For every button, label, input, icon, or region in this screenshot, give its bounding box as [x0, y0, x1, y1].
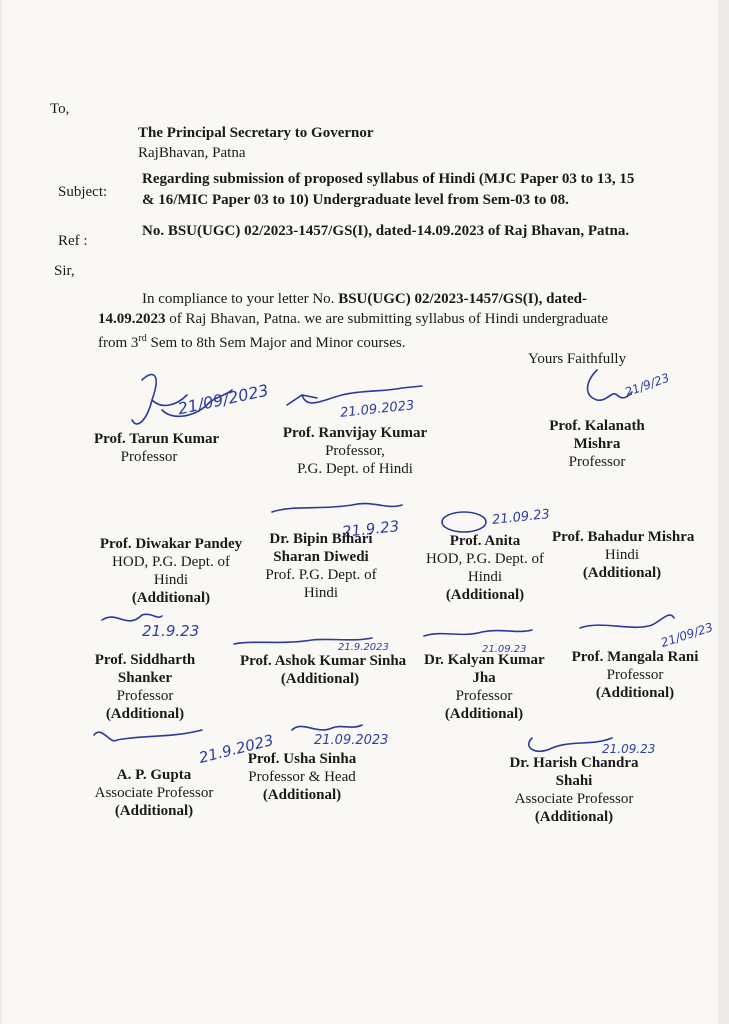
handwritten-signatures	[2, 0, 718, 1024]
signature-anita	[442, 512, 486, 532]
signatory-name: Prof. Usha Sinha	[247, 751, 357, 767]
signatory-name: Prof. Mangala Rani	[571, 649, 699, 665]
to-label: To,	[50, 101, 70, 117]
signatory-name: Prof. Bahadur Mishra	[552, 529, 695, 545]
signatory-name: Prof. Siddharth	[94, 652, 196, 668]
signatory-title: HOD, P.G. Dept. of	[112, 554, 230, 570]
signatory-additional: (Additional)	[114, 803, 194, 819]
ref-label: Ref :	[58, 233, 88, 249]
handwritten-date-tarun: 21/09/2023	[176, 380, 271, 419]
signatory-name-2: Shahi	[555, 773, 593, 789]
signature-siddharth	[102, 614, 162, 620]
handwritten-date-anita: 21.09.23	[491, 507, 551, 528]
body-line-1-ref: BSU(UGC) 02/2023-1457/GS(I), dated-	[338, 291, 587, 307]
body-line-3-b: Sem to 8th Sem Major and Minor courses.	[146, 335, 406, 351]
subject-line-2: & 16/MIC Paper 03 to 10) Undergraduate level from Sem-03 to 08.	[142, 192, 569, 208]
signatory-name-2: Shanker	[117, 670, 173, 686]
signatory-name-2: Jha	[472, 670, 496, 686]
signatory-dept: Hindi	[153, 572, 189, 588]
signatory-kalyan	[424, 651, 544, 723]
handwritten-date-harish: 21.09.23	[602, 742, 656, 756]
signatory-title: Professor	[116, 688, 174, 704]
signature-bipin	[272, 504, 402, 512]
handwritten-date-mangala: 21/09/23	[659, 620, 715, 650]
handwritten-date-usha: 21.09.2023	[314, 733, 389, 748]
signatory-mangala	[570, 648, 700, 702]
body-line-1-text: In compliance to your letter No.	[142, 291, 339, 307]
signatory-title: Prof. P.G. Dept. of	[265, 567, 377, 583]
signatory-dept: Hindi	[303, 585, 339, 601]
signatory-additional: (Additional)	[131, 590, 211, 606]
signatory-name-2: Sharan Diwedi	[273, 549, 369, 565]
signature-mangala	[580, 615, 674, 628]
signatory-title: Professor	[455, 688, 513, 704]
signatory-name: Prof. Ashok Kumar Sinha	[240, 653, 407, 669]
signatory-apgupta	[94, 766, 214, 820]
closing: Yours Faithfully	[528, 351, 627, 367]
signatory-title: Professor	[568, 454, 626, 470]
signatory-additional: (Additional)	[534, 809, 614, 825]
signatory-name: Prof. Ranvijay Kumar	[282, 425, 428, 441]
subject-label: Subject:	[58, 184, 108, 200]
signatory-name: Prof. Anita	[449, 533, 521, 549]
signatory-name-2: Mishra	[573, 436, 621, 452]
signatory-name: Dr. Bipin Bihari	[269, 531, 373, 547]
signatory-additional: (Additional)	[262, 787, 342, 803]
ref-text: No. BSU(UGC) 02/2023-1457/GS(I), dated-14.09.2023 of Raj Bhavan, Patna.	[142, 223, 630, 239]
sir-label: Sir,	[54, 263, 75, 279]
signatory-name: Dr. Kalyan Kumar	[424, 652, 545, 668]
signatory-tarun	[94, 430, 220, 466]
signatory-diwakar	[96, 535, 246, 607]
signatory-bahadur	[552, 528, 695, 582]
signatory-usha	[242, 750, 362, 804]
signatory-title: Professor & Head	[248, 769, 356, 785]
signatory-name: A. P. Gupta	[116, 767, 192, 783]
signatory-additional: (Additional)	[444, 706, 524, 722]
signatory-additional: (Additional)	[595, 685, 675, 701]
signatory-anita	[420, 532, 550, 604]
signatory-title: Associate Professor	[514, 791, 634, 807]
signatory-title: Professor	[606, 667, 664, 683]
handwritten-date-kalanath: 21/9/23	[623, 370, 672, 400]
signatory-kalanath	[542, 417, 652, 471]
handwritten-date-siddharth: 21.9.23	[142, 622, 200, 640]
body-line-2-text: of Raj Bhavan, Patna. we are submitting syllabus of Hindi undergraduate	[165, 311, 609, 327]
recipient-line-2: RajBhavan, Patna	[138, 145, 246, 161]
signatory-ranvijay	[280, 424, 430, 478]
signatory-siddharth	[90, 651, 200, 723]
signatory-title: Hindi	[604, 547, 640, 563]
signatory-harish	[506, 754, 642, 826]
signature-kalyan	[424, 630, 532, 636]
signatory-dept: P.G. Dept. of Hindi	[297, 461, 413, 477]
signatory-name: Prof. Diwakar Pandey	[99, 536, 243, 552]
signatory-additional: (Additional)	[445, 587, 525, 603]
signatory-additional: (Additional)	[105, 706, 185, 722]
signature-harish	[529, 738, 612, 751]
signatory-additional: (Additional)	[280, 671, 360, 687]
body-line-3-sup: rd	[138, 333, 147, 344]
signatory-ashok	[240, 652, 407, 688]
handwritten-date-bipin: 21.9.23	[341, 517, 401, 541]
handwritten-date-ashok: 21.9.2023	[338, 642, 389, 653]
signatory-title: Professor,	[325, 443, 385, 459]
subject-line-1: Regarding submission of proposed syllabus of Hindi (MJC Paper 03 to 13, 15	[142, 171, 635, 187]
body-line-3-a: from 3	[98, 335, 139, 351]
signatory-title: HOD, P.G. Dept. of	[426, 551, 544, 567]
recipient-line-1: The Principal Secretary to Governor	[138, 125, 374, 141]
signatory-bipin	[256, 530, 386, 602]
handwritten-date-apgupta: 21.9.2023	[196, 731, 276, 767]
signature-usha	[292, 725, 362, 730]
signatory-name: Prof. Tarun Kumar	[94, 431, 220, 447]
signatory-title: Associate Professor	[94, 785, 214, 801]
handwritten-date-kalyan: 21.09.23	[482, 644, 527, 655]
signatory-name: Prof. Kalanath	[549, 418, 645, 434]
signature-apgupta	[94, 730, 202, 741]
document-page	[2, 0, 718, 1024]
signatory-dept: Hindi	[467, 569, 503, 585]
signatory-title: Professor	[120, 449, 178, 465]
signatory-additional: (Additional)	[582, 565, 662, 581]
signatory-name: Dr. Harish Chandra	[509, 755, 639, 771]
body-line-2-date: 14.09.2023	[98, 311, 166, 327]
handwritten-date-ranvijay: 21.09.2023	[339, 398, 416, 421]
